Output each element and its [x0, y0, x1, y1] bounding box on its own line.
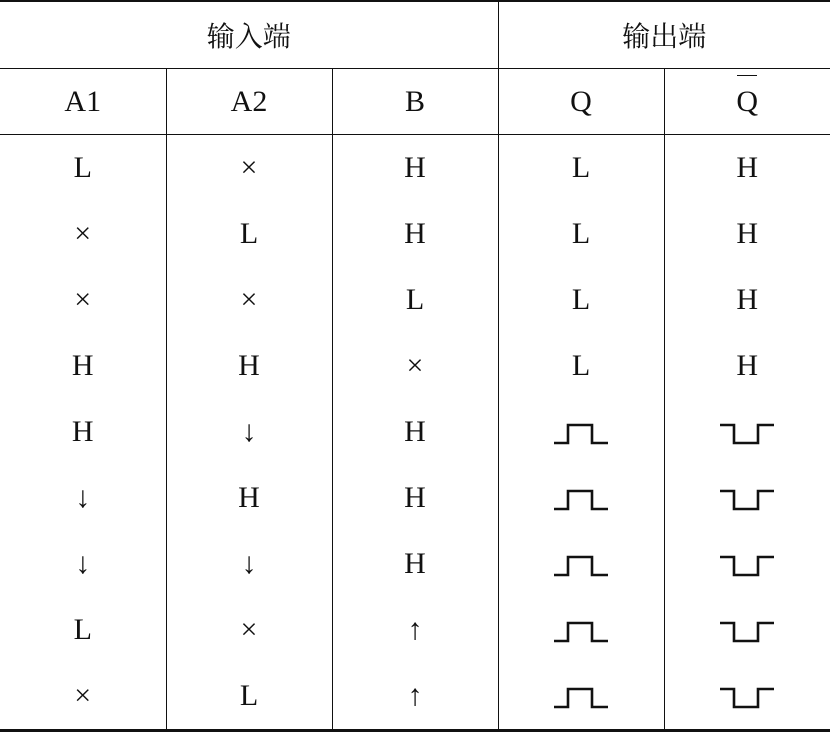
cell-q-bar	[664, 663, 830, 731]
cell-b: H	[332, 399, 498, 465]
cell-a1: H	[0, 333, 166, 399]
negative-pulse-icon	[718, 617, 776, 647]
cell-b: H	[332, 135, 498, 202]
cell-q	[498, 531, 664, 597]
cell-q: L	[498, 333, 664, 399]
cell-b: L	[332, 267, 498, 333]
cell-q	[498, 663, 664, 731]
table-row	[0, 465, 830, 531]
cell-a2: ↓	[166, 399, 332, 465]
cell-a1: ↓	[0, 465, 166, 531]
column-header-row	[0, 69, 830, 135]
cell-a2: ×	[166, 597, 332, 663]
cell-b: H	[332, 531, 498, 597]
cell-a2: ↓	[166, 531, 332, 597]
cell-b: ↑	[332, 597, 498, 663]
cell-q-bar	[664, 399, 830, 465]
cell-q	[498, 399, 664, 465]
column-header-a2: A2	[166, 69, 332, 135]
cell-q-bar	[664, 597, 830, 663]
cell-a1: ↓	[0, 531, 166, 597]
table-row	[0, 531, 830, 597]
negative-pulse-icon	[718, 551, 776, 581]
cell-b: H	[332, 465, 498, 531]
cell-a2: ×	[166, 135, 332, 202]
positive-pulse-icon	[552, 617, 610, 647]
cell-q: L	[498, 135, 664, 202]
inputs-group-header: 输入端	[0, 1, 498, 69]
cell-a2: L	[166, 201, 332, 267]
table-row	[0, 399, 830, 465]
column-header-q: Q	[498, 69, 664, 135]
cell-a1: ×	[0, 201, 166, 267]
column-header-q-bar	[664, 69, 830, 135]
cell-q: L	[498, 201, 664, 267]
cell-q	[498, 597, 664, 663]
cell-a1: ×	[0, 267, 166, 333]
cell-q-bar	[664, 531, 830, 597]
table-row	[0, 333, 830, 399]
cell-a1: H	[0, 399, 166, 465]
cell-a2: L	[166, 663, 332, 731]
cell-a2: H	[166, 465, 332, 531]
cell-q	[498, 465, 664, 531]
positive-pulse-icon	[552, 551, 610, 581]
positive-pulse-icon	[552, 419, 610, 449]
negative-pulse-icon	[718, 683, 776, 713]
column-header-a1: A1	[0, 69, 166, 135]
cell-a1: L	[0, 597, 166, 663]
positive-pulse-icon	[552, 485, 610, 515]
cell-q: L	[498, 267, 664, 333]
cell-q-bar: H	[736, 349, 759, 382]
table-row	[0, 267, 830, 333]
cell-q-bar: H	[736, 217, 759, 250]
cell-q-bar: H	[736, 151, 759, 184]
cell-q-bar	[664, 465, 830, 531]
negative-pulse-icon	[718, 485, 776, 515]
negative-pulse-icon	[718, 419, 776, 449]
q-bar-label: Q	[736, 84, 759, 118]
outputs-group-header: 输出端	[498, 1, 830, 69]
cell-b: ×	[332, 333, 498, 399]
table-row	[0, 201, 830, 267]
cell-q-bar: H	[736, 283, 759, 316]
table-row	[0, 135, 830, 202]
cell-a2: ×	[166, 267, 332, 333]
group-header-row	[0, 1, 830, 69]
cell-b: H	[332, 201, 498, 267]
cell-a1: ×	[0, 663, 166, 731]
cell-b: ↑	[332, 663, 498, 731]
table-row	[0, 663, 830, 731]
positive-pulse-icon	[552, 683, 610, 713]
table-row	[0, 597, 830, 663]
cell-a2: H	[166, 333, 332, 399]
cell-a1: L	[0, 135, 166, 202]
table-body	[0, 135, 830, 731]
column-header-b: B	[332, 69, 498, 135]
